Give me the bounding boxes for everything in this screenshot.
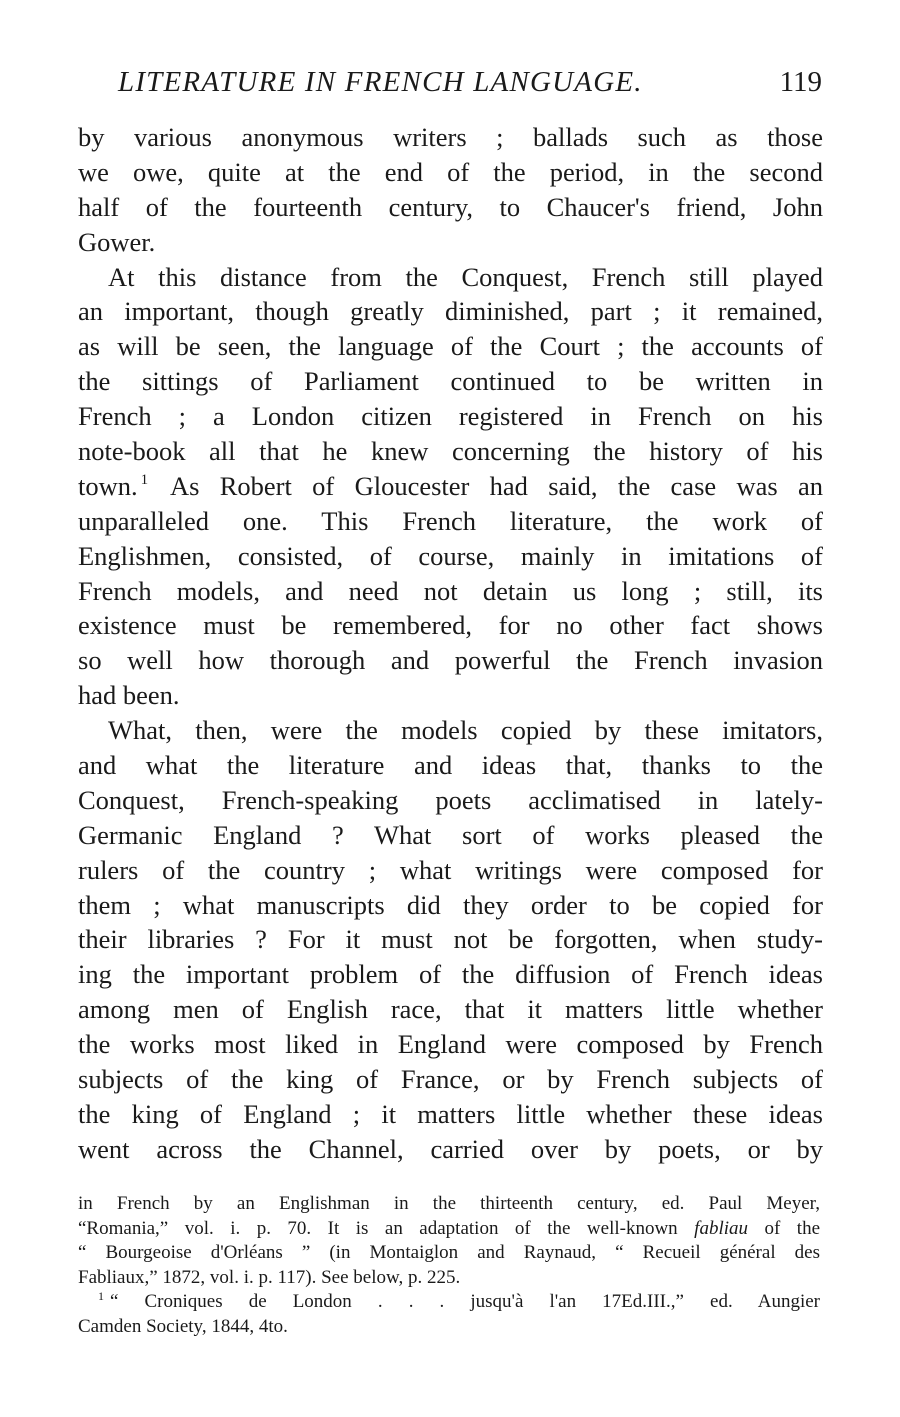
text-line: the sittings of Parliament continued to be written in — [78, 366, 823, 397]
text-line: French models, and need not detain us long ; still, its — [78, 575, 823, 606]
text-line: the works most liked in England were composed by French — [78, 1029, 823, 1060]
text-segment: “ Croniques de London . . . jusqu'à l'an 17Ed.III.,” ed. Aungier — [110, 1291, 820, 1312]
text-line: rulers of the country ; what writings were composed for — [78, 854, 823, 885]
body-text — [78, 120, 823, 1167]
italic-term: fabliau — [694, 1217, 749, 1239]
text-segment: town. — [78, 470, 138, 501]
text-line: existence must be remembered, for no other fact shows — [78, 610, 823, 641]
text-line: as will be seen, the language of the Court ; the accounts of — [78, 331, 823, 362]
text-line — [78, 469, 823, 504]
text-line: an important, though greatly diminished, part ; it remained, — [78, 296, 823, 327]
text-line: half of the fourteenth century, to Chaucer's friend, John — [78, 191, 823, 222]
text-segment: As Robert of Gloucester had said, the case was an — [169, 470, 823, 501]
text-line: unparalleled one. This French literature, the work of — [78, 505, 823, 536]
text-line: we owe, quite at the end of the period, in the second — [78, 156, 823, 187]
text-segment: “Romania,” vol. i. p. 70. It is an adaptation of the well-known — [78, 1217, 678, 1239]
footnote-line — [78, 1290, 820, 1315]
text-line: went across the Channel, carried over by poets, or by — [78, 1133, 823, 1164]
text-line: ing the important problem of the diffusion of French ideas — [78, 959, 823, 990]
text-line: among men of English race, that it matters little whether — [78, 994, 823, 1025]
text-line: them ; what manuscripts did they order to be copied for — [78, 889, 823, 920]
text-line: the king of England ; it matters little whether these ideas — [78, 1098, 823, 1129]
footnote-line — [78, 1217, 820, 1242]
text-line: had been. — [78, 680, 180, 711]
footnote-number: 1 — [98, 1289, 104, 1303]
footnote-line: “ Bourgeoise d'Orléans ” (in Montaiglon and Raynaud, “ Recueil général des — [78, 1242, 820, 1263]
text-line: and what the literature and ideas that, thanks to the — [78, 750, 823, 781]
page-number: 119 — [779, 66, 822, 98]
text-line: subjects of the king of France, or by French subjects of — [78, 1064, 823, 1095]
text-line: their libraries ? For it must not be forgotten, when study- — [78, 924, 823, 955]
running-title: LITERATURE IN FRENCH LANGUAGE. — [118, 66, 643, 98]
text-line: At this distance from the Conquest, French still played — [108, 261, 823, 292]
running-header — [78, 62, 822, 102]
text-line: so well how thorough and powerful the French invasion — [78, 645, 823, 676]
footnote-marker: 1 — [140, 471, 149, 488]
text-line: note-book all that he knew concerning the history of his — [78, 436, 823, 467]
text-line: French ; a London citizen registered in French on his — [78, 401, 823, 432]
footnote-line: Fabliaux,” 1872, vol. i. p. 117). See below, p. 225. — [78, 1266, 461, 1288]
text-line: What, then, were the models copied by these imitators, — [108, 715, 823, 746]
text-line: Englishmen, consisted, of course, mainly in imitations of — [78, 540, 823, 571]
text-line: Conquest, French-speaking poets acclimatised in lately- — [78, 784, 823, 815]
footnotes — [78, 1192, 820, 1339]
text-segment: of the — [764, 1217, 821, 1239]
text-line: Germanic England ? What sort of works pleased the — [78, 819, 823, 850]
text-line: Gower. — [78, 226, 156, 257]
footnote-line: Camden Society, 1844, 4to. — [78, 1315, 288, 1337]
text-line: by various anonymous writers ; ballads such as those — [78, 122, 823, 152]
footnote-line: in French by an Englishman in the thirteenth century, ed. Paul Meyer, — [78, 1193, 820, 1214]
